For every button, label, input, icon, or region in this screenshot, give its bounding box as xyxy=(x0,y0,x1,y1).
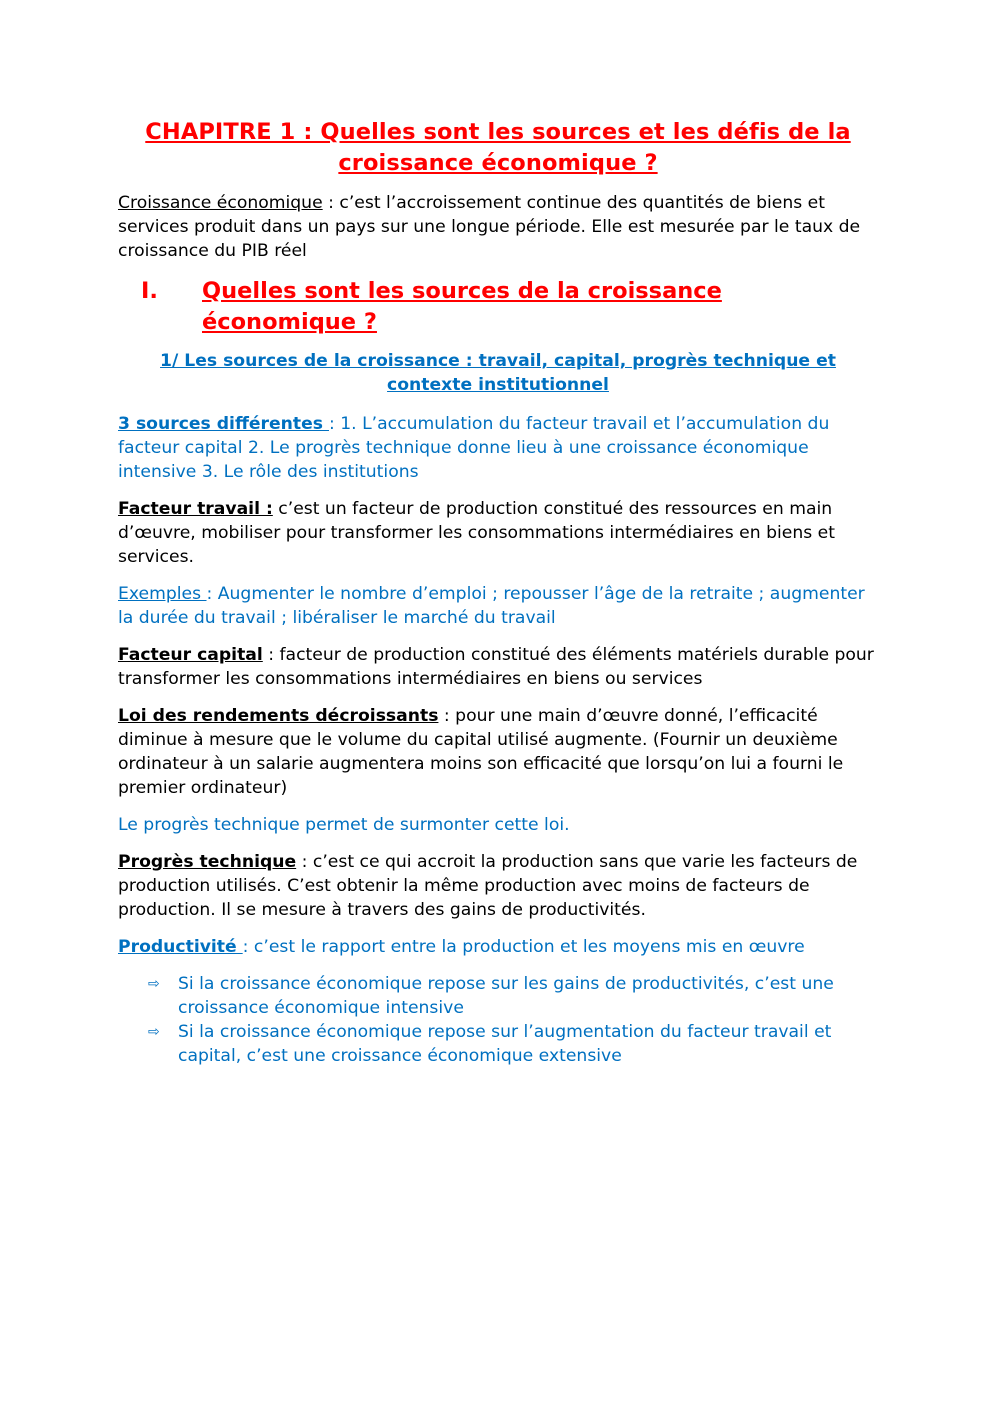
facteur-travail-paragraph xyxy=(118,497,878,569)
section-heading xyxy=(118,276,878,337)
productivite-paragraph xyxy=(118,935,878,959)
list-item xyxy=(148,972,878,1020)
chapter-title: CHAPITRE 1 : Quelles sont les sources et les défis de la croissance économique ? xyxy=(145,119,851,176)
document-page xyxy=(118,117,878,1068)
exemples-term: Exemples xyxy=(118,584,207,604)
productivite-text: : c’est le rapport entre la production et les moyens mis en œuvre xyxy=(242,937,805,957)
facteur-capital-paragraph xyxy=(118,643,878,691)
loi-rendements-text: : pour une main d’œuvre donné, l’efficacité diminue à mesure que le volume du capital utilisé augmente. (Fournir un deuxième ordinateur à un salarie augmentera moins son efficacité que lorsqu’on lui a fourni le premier ordinateur) xyxy=(118,706,844,798)
loi-rendements-paragraph xyxy=(118,704,878,800)
definition-text: : c’est l’accroissement continue des quantités de biens et services produit dans un pays sur une longue période. Elle est mesurée par le taux de croissance du PIB réel xyxy=(118,193,861,261)
loi-rendements-term: Loi des rendements décroissants xyxy=(118,706,439,726)
facteur-travail-term: Facteur travail : xyxy=(118,499,273,519)
section-title: Quelles sont les sources de la croissance économique ? xyxy=(202,278,722,335)
exemples-paragraph xyxy=(118,582,878,630)
bullet-list xyxy=(118,972,878,1068)
progres-technique-text: : c’est ce qui accroit la production sans que varie les facteurs de production utilisés. C’est obtenir la même production avec moins de facteurs de production. Il se mesure à travers des gains de productivités. xyxy=(118,852,858,920)
definition-term: Croissance économique xyxy=(118,193,323,213)
arrow-right-icon: ⇨ xyxy=(148,1024,160,1040)
progres-note: Le progrès technique permet de surmonter cette loi. xyxy=(118,815,570,835)
facteur-travail-text: c’est un facteur de production constitué des ressources en main d’œuvre, mobiliser pour transformer les consommations intermédiaires en biens et services. xyxy=(118,499,835,567)
section-number: I. xyxy=(141,278,158,304)
exemples-text: : Augmenter le nombre d’emploi ; repousser l’âge de la retraite ; augmenter la durée du travail ; libéraliser le marché du travail xyxy=(118,584,865,628)
sources-paragraph xyxy=(118,412,878,484)
list-item-text: Si la croissance économique repose sur l’augmentation du facteur travail et capital, c’est une croissance économique extensive xyxy=(178,1022,832,1066)
productivite-term: Productivité xyxy=(118,937,243,957)
arrow-right-icon: ⇨ xyxy=(148,976,160,992)
subsection-title: 1/ Les sources de la croissance : travail, capital, progrès technique et contexte institutionnel xyxy=(160,351,836,395)
sources-text: : 1. L’accumulation du facteur travail et l’accumulation du facteur capital 2. Le progrès technique donne lieu à une croissance économique intensive 3. Le rôle des institutions xyxy=(118,414,830,482)
definition-paragraph xyxy=(118,191,878,263)
progres-technique-paragraph xyxy=(118,850,878,922)
progres-technique-term: Progrès technique xyxy=(118,852,297,872)
list-item xyxy=(148,1020,878,1068)
facteur-capital-text: : facteur de production constitué des éléments matériels durable pour transformer les consommations intermédiaires en biens ou services xyxy=(118,645,874,689)
list-item-text: Si la croissance économique repose sur les gains de productivités, c’est une croissance économique intensive xyxy=(178,974,834,1018)
sources-term: 3 sources différentes xyxy=(118,414,329,434)
facteur-capital-term: Facteur capital xyxy=(118,645,263,665)
